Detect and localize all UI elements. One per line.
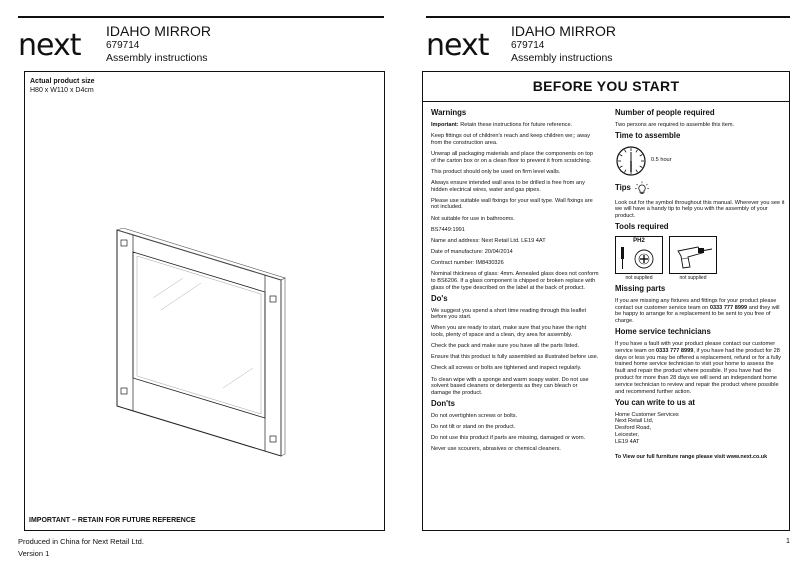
time-value: 0.5 hour	[651, 157, 672, 164]
dos-item: Ensure that this product is fully assembled as illustrated before use.	[431, 354, 599, 361]
product-code: 679714	[106, 40, 140, 51]
tool-screwdriver	[615, 236, 663, 282]
actual-size-label: Actual product size	[30, 78, 95, 85]
tool-drill-box	[669, 236, 717, 274]
brand-logo: next	[426, 28, 489, 63]
missing-parts-heading: Missing parts	[615, 283, 666, 293]
brand-logo: next	[18, 28, 81, 63]
address-line: Desford Road,	[615, 425, 652, 432]
right-column	[615, 108, 785, 460]
time-row	[615, 145, 785, 177]
lightbulb-icon	[634, 181, 650, 197]
title-block	[511, 24, 616, 64]
dos-item: Check all screws or bolts are tightened and inspect regularly.	[431, 365, 582, 372]
home-text-b: , if you have had the product for 28 days or less you may be offered a replacement, refund or for a fully trained home service technician to visit your home to assess the fault and repair the product where possible. If you have had the product for more than 28 days we will send an independant home service technician to review and repair the product where possible and recommend further action.	[615, 347, 781, 395]
missing-phone: 0333 777 8999	[709, 304, 748, 311]
dos-item: We suggest you spend a short time reading through this leaflet before you start.	[431, 307, 587, 321]
title-block	[106, 24, 211, 64]
tools-heading: Tools required	[615, 222, 669, 232]
donts-item: Do not overtighten screws or bolts.	[431, 413, 518, 420]
product-title: IDAHO MIRROR	[511, 23, 616, 39]
tips-row	[615, 181, 785, 197]
dos-item: When you are ready to start, make sure that you have the right tools, plenty of space and a clean, dry area for assembly.	[431, 325, 587, 339]
product-code: 679714	[511, 40, 545, 51]
warning-item: Name and address: Next Retail Ltd. LE19 4AT	[431, 237, 546, 244]
produced-in-text: Produced in China for Next Retail Ltd.	[18, 537, 144, 546]
retain-notice: IMPORTANT – RETAIN FOR FUTURE REFERENCE	[29, 517, 196, 524]
tools-row	[615, 236, 785, 282]
donts-heading: Don'ts	[431, 399, 455, 409]
header-rule	[18, 16, 384, 18]
drill-icon	[670, 237, 716, 273]
warning-item: Contract number: IM8430326	[431, 259, 504, 266]
important-note	[431, 122, 599, 129]
website-note: To View our full furniture range please visit www.next.co.uk	[615, 453, 768, 460]
heading-divider	[423, 101, 789, 102]
people-heading: Number of people required	[615, 108, 715, 117]
warning-item: Please use suitable wall fixings for your wall type. Wall fixings are not included.	[431, 197, 593, 211]
important-text: Retain these instructions for future reference.	[458, 121, 573, 128]
tool-drill-note: not supplied	[679, 275, 707, 282]
warning-item: Not suitable for use in bathrooms.	[431, 215, 515, 222]
warnings-heading: Warnings	[431, 108, 467, 117]
address-line: Home Customer Services	[615, 411, 679, 418]
document-subtitle: Assembly instructions	[106, 52, 208, 64]
warning-item: Nominal thickness of glass: 4mm. Annealed glass does not conform to BS6206. If a glass component is chipped or broken replace with glass of the type described on the label at the back of product.	[431, 271, 599, 291]
clock-icon	[615, 145, 647, 177]
page-number: 1	[785, 536, 790, 545]
warning-item: This product should only be used on firm level walls.	[431, 168, 561, 175]
product-title: IDAHO MIRROR	[106, 23, 211, 39]
tips-heading: Tips	[615, 183, 631, 193]
missing-text-b: and they will be happy to arrange for a replacement to be sent to you free of charge.	[615, 304, 780, 325]
tool-drill	[669, 236, 717, 282]
warning-item: Always ensure intended wall area to be drilled is free from any hidden electrical wires, water and gas pipes.	[431, 179, 585, 193]
donts-item: Never use scourers, abrasives or chemical cleaners.	[431, 446, 561, 453]
important-prefix: Important:	[431, 121, 459, 128]
missing-text-a: If you are missing any fixtures and fittings for your product please contact our customer service team on	[615, 297, 777, 311]
warning-item: Date of manufacture: 20/04/2014	[431, 248, 513, 255]
mirror-illustration	[113, 228, 303, 458]
actual-size-dimensions: H80 x W110 x D4cm	[30, 87, 94, 94]
tips-text: Look out for the symbol throughout this manual. Wherever you see it we will have a handy tip to help you with the assembly of your product.	[615, 199, 785, 220]
donts-item: Do not tilt or stand on the product.	[431, 424, 516, 431]
donts-item: Do not use this product if parts are missing, damaged or worn.	[431, 435, 586, 442]
right-page	[404, 0, 808, 564]
tool-screwdriver-box	[615, 236, 663, 274]
warning-item: Keep fittings out of children's reach and keep children we;; away from the construction area.	[431, 132, 591, 146]
people-text: Two persons are required to assemble this item.	[615, 121, 735, 128]
dos-item: To clean wipe with a sponge and warm soapy water. Do not use solvent based cleaners or detergents as they can bleach or damage the product.	[431, 376, 589, 397]
write-heading: You can write to us at	[615, 397, 696, 407]
dos-item: Check the pack and make sure you have all the parts listed.	[431, 343, 580, 350]
address-line: Leicester,	[615, 431, 639, 438]
address-line: Next Retail Ltd,	[615, 418, 654, 425]
product-size-panel	[24, 71, 385, 531]
version-text: Version 1	[18, 549, 50, 558]
before-you-start-heading: BEFORE YOU START	[532, 78, 680, 94]
left-column	[431, 108, 599, 457]
warning-item: Unwrap all packaging materials and place the components on top of the carton box or on a clean floor to prevent it from scratching.	[431, 150, 594, 164]
dos-heading: Do's	[431, 293, 448, 303]
warning-item: BS7449:1991	[431, 226, 465, 233]
address-line: LE19 4AT	[615, 438, 640, 445]
home-service-heading: Home service technicians	[615, 327, 711, 337]
header-rule	[426, 16, 790, 18]
before-you-start-panel	[422, 71, 790, 531]
tool-screwdriver-label: PH2	[633, 238, 645, 245]
tool-screwdriver-note: not supplied	[625, 275, 653, 282]
home-phone: 0333 777 8999	[656, 347, 694, 354]
home-text-a: If you have a fault with your product please contact our customer service team on	[615, 341, 776, 354]
missing-parts-text	[615, 298, 785, 325]
document-subtitle: Assembly instructions	[511, 52, 613, 64]
screwdriver-icon	[616, 237, 662, 273]
time-heading: Time to assemble	[615, 130, 681, 140]
home-service-text	[615, 341, 785, 395]
postal-address	[615, 412, 785, 446]
footer-left	[18, 536, 144, 560]
